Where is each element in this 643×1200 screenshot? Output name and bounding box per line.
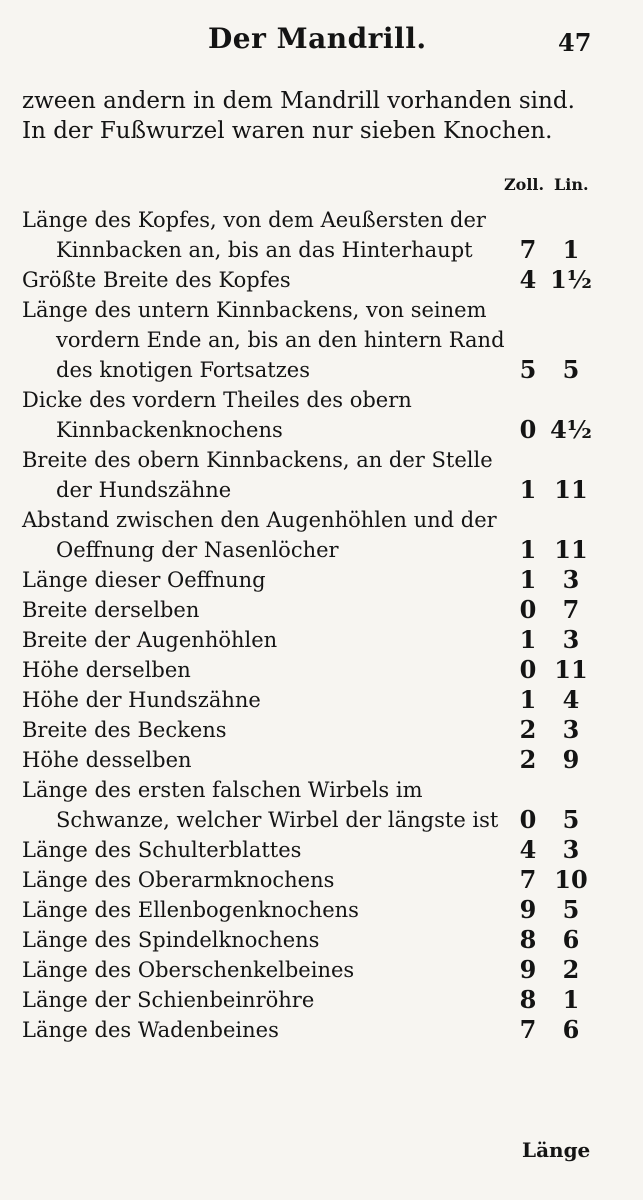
lin-value: 3 <box>562 715 580 744</box>
zoll-value: 4 <box>519 265 537 294</box>
lin-value: 5 <box>562 355 580 384</box>
running-title: Der Mandrill. <box>208 22 427 55</box>
zoll-value: 7 <box>519 235 537 264</box>
measurement-row <box>22 715 622 745</box>
measurement-row <box>22 205 622 265</box>
zoll-value: 1 <box>519 685 537 714</box>
measurement-row <box>22 265 622 295</box>
intro-line: In der Fußwurzel waren nur sieben Knochen. <box>22 118 553 144</box>
measurement-row <box>22 685 622 715</box>
intro-text <box>22 86 622 146</box>
lin-value: 3 <box>562 625 580 654</box>
lin-value: 11 <box>554 535 588 564</box>
measurement-description: Länge des Oberarmknochens <box>22 868 335 892</box>
measurement-description: Größte Breite des Kopfes <box>22 268 291 292</box>
measurement-description: Länge des ersten falschen Wirbels im Schwanze, welcher Wirbel der längste ist <box>22 778 499 832</box>
measurement-row <box>22 445 622 505</box>
measurement-description: Länge des Oberschenkelbeines <box>22 958 355 982</box>
measurement-description: Höhe der Hundszähne <box>22 688 261 712</box>
lin-value: 3 <box>562 565 580 594</box>
lin-value: 5 <box>562 895 580 924</box>
zoll-value: 7 <box>519 1015 537 1044</box>
measurement-description: Dicke des vordern Theiles des obern Kinnbackenknochens <box>22 388 412 442</box>
measurement-description: Länge dieser Oeffnung <box>22 568 266 592</box>
lin-value: 2 <box>562 955 580 984</box>
zoll-value: 8 <box>519 925 537 954</box>
zoll-value: 1 <box>519 535 537 564</box>
zoll-value: 5 <box>519 355 537 384</box>
measurement-row <box>22 655 622 685</box>
zoll-value: 1 <box>519 625 537 654</box>
intro-line: zween andern in dem Mandrill vorhanden sind. <box>22 88 575 114</box>
measurement-row <box>22 775 622 835</box>
measurement-description: Höhe derselben <box>22 658 191 682</box>
zoll-column-header: Zoll. <box>504 175 545 194</box>
zoll-value: 0 <box>519 415 537 444</box>
zoll-value: 9 <box>519 955 537 984</box>
lin-value: 4½ <box>550 415 592 444</box>
measurement-description: Abstand zwischen den Augenhöhlen und der Oeffnung der Nasenlöcher <box>22 508 497 562</box>
measurement-description: Länge des Kopfes, von dem Aeußersten der Kinnbacken an, bis an das Hinterhaupt <box>22 208 486 262</box>
measurement-description: Breite des obern Kinnbackens, an der Stelle der Hundszähne <box>22 448 493 502</box>
lin-value: 1 <box>562 985 580 1014</box>
measurement-row <box>22 385 622 445</box>
lin-value: 10 <box>554 865 588 894</box>
zoll-value: 8 <box>519 985 537 1014</box>
measurement-description: Breite derselben <box>22 598 200 622</box>
page-header <box>0 18 643 58</box>
measurement-row <box>22 595 622 625</box>
measurement-table <box>22 205 622 1045</box>
lin-value: 5 <box>562 805 580 834</box>
zoll-value: 0 <box>519 595 537 624</box>
measurement-description: Länge des Wadenbeines <box>22 1018 279 1042</box>
lin-value: 11 <box>554 655 588 684</box>
measurement-row <box>22 745 622 775</box>
measurement-description: Länge des Spindelknochens <box>22 928 320 952</box>
measurement-row <box>22 295 622 385</box>
measurement-row <box>22 1015 622 1045</box>
measurement-description: Länge des Schulterblattes <box>22 838 302 862</box>
measurement-row <box>22 895 622 925</box>
measurement-description: Länge des untern Kinnbackens, von seinem vordern Ende an, bis an den hintern Rand des knotigen Fortsatzes <box>22 298 505 382</box>
zoll-value: 7 <box>519 865 537 894</box>
lin-value: 1½ <box>550 265 592 294</box>
measurement-row <box>22 955 622 985</box>
zoll-value: 1 <box>519 565 537 594</box>
measurement-row <box>22 505 622 565</box>
lin-value: 6 <box>562 925 580 954</box>
measurement-description: Länge des Ellenbogenknochens <box>22 898 359 922</box>
lin-value: 11 <box>554 475 588 504</box>
measurement-row <box>22 985 622 1015</box>
measurement-row <box>22 625 622 655</box>
zoll-value: 1 <box>519 475 537 504</box>
zoll-value: 2 <box>519 715 537 744</box>
measurement-description: Länge der Schienbeinröhre <box>22 988 315 1012</box>
zoll-value: 0 <box>519 655 537 684</box>
lin-value: 9 <box>562 745 580 774</box>
measurement-row <box>22 865 622 895</box>
catchword: Länge <box>522 1138 591 1162</box>
measurement-row <box>22 565 622 595</box>
lin-value: 1 <box>562 235 580 264</box>
measurement-row <box>22 925 622 955</box>
lin-value: 3 <box>562 835 580 864</box>
measurement-description: Höhe desselben <box>22 748 192 772</box>
measurement-row <box>22 835 622 865</box>
zoll-value: 4 <box>519 835 537 864</box>
page-number: 47 <box>558 28 592 57</box>
measurement-description: Breite des Beckens <box>22 718 227 742</box>
measurement-description: Breite der Augenhöhlen <box>22 628 278 652</box>
lin-value: 4 <box>562 685 580 714</box>
zoll-value: 9 <box>519 895 537 924</box>
zoll-value: 2 <box>519 745 537 774</box>
zoll-value: 0 <box>519 805 537 834</box>
lin-column-header: Lin. <box>554 175 589 194</box>
lin-value: 6 <box>562 1015 580 1044</box>
lin-value: 7 <box>562 595 580 624</box>
